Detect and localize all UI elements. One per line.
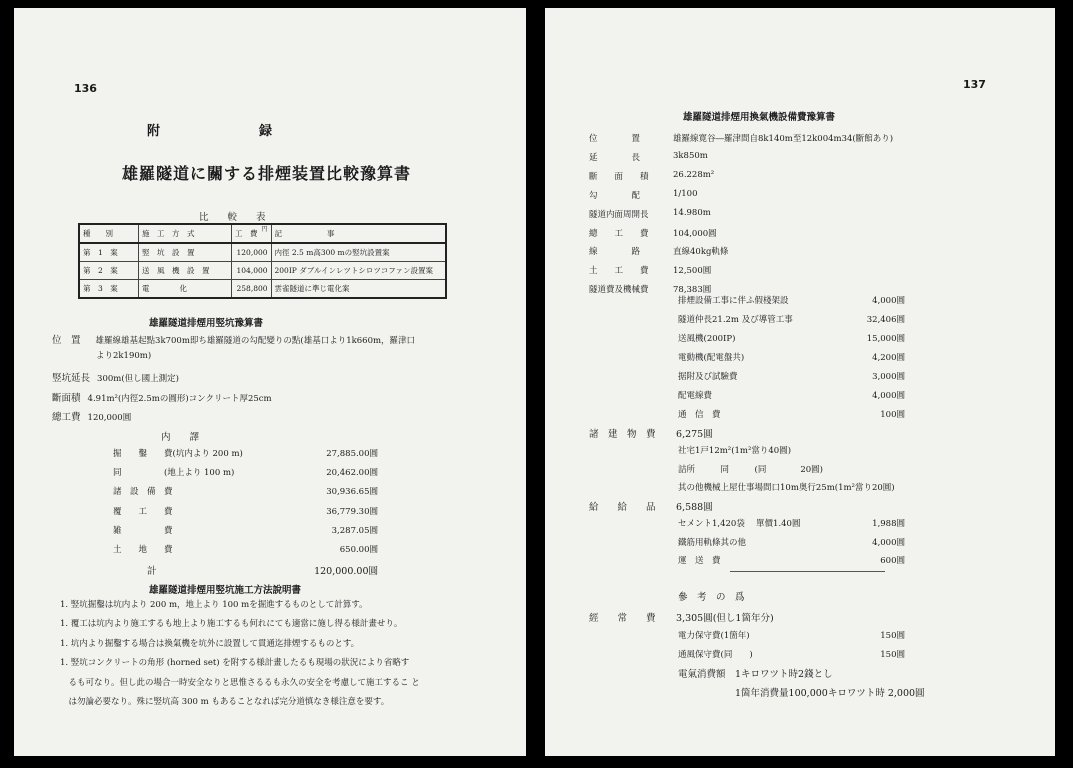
breakdown-item-name: 雑 費	[113, 525, 173, 536]
table-cell: 104,000	[232, 262, 272, 280]
supply-item-name: 運 送 費	[678, 556, 721, 566]
machine-item-name: 隧道仲長21.2m 及び導管工事	[678, 315, 793, 325]
sum-label: 計	[147, 566, 157, 577]
machine-item-name: 電動機(配電盤共)	[678, 353, 745, 363]
column-header: 種 別	[79, 224, 139, 243]
sum-value: 120,000.00圓	[314, 566, 378, 577]
machine-item-name: 据附及び試驗費	[678, 372, 738, 382]
page-number: 136	[74, 82, 97, 95]
total-cost-row	[52, 409, 131, 423]
location-row	[52, 332, 415, 346]
field-value: 3k850m	[673, 150, 708, 161]
breakdown-item-amount: 30,936.65圓	[326, 487, 378, 498]
section-heading: 雄羅隧道排煙用換氣機設備費豫算書	[683, 112, 836, 123]
table-cell: 第 3 案	[79, 280, 139, 299]
table-cell: 雲雀隧道に準じ電化案	[271, 280, 446, 299]
breakdown-item-amount: 27,885.00圓	[326, 449, 378, 459]
building-row	[589, 426, 713, 440]
field-value: 直線40kg軌條	[673, 247, 729, 258]
breakdown-item-name: 掘 鑿 費(坑内より 200 m)	[113, 449, 243, 459]
field-label: 土 工 費	[589, 266, 649, 277]
field-label: 勾 配	[589, 190, 641, 201]
table-cell: 200IP ダブルインレツトシロツコファン設置案	[271, 262, 446, 280]
running-cost-row	[589, 610, 774, 624]
breakdown-item-amount: 650.00圓	[339, 545, 378, 555]
reference-heading: 參 考 の 爲	[678, 592, 745, 603]
table-cell: 電 化	[139, 280, 232, 299]
method-line: 1. 坑内より掘鑿する場合は換氣機を坑外に設置して貫通迄排煙するものとす。	[60, 638, 360, 649]
machine-item-amount: 100圓	[880, 410, 905, 420]
reference-item-name: 電力保守費(1箇年)	[678, 631, 750, 641]
section-heading: 雄羅隧道排煙用竪坑豫算書	[149, 318, 264, 329]
field-value: 3,305圓(但し1箇年分)	[676, 613, 774, 624]
field-label: 竪坑延長	[52, 373, 91, 384]
supply-item-name: 鐵筋用軌條其の他	[678, 537, 747, 548]
supply-item-name: セメント1,420袋 單價1.40圓	[678, 519, 801, 529]
location-value-continued: より2k190m)	[96, 351, 152, 361]
field-label: 延 長	[589, 152, 641, 163]
page-number: 137	[963, 78, 986, 91]
field-label: 隧道内面周開長	[589, 209, 649, 220]
field-label: 線 路	[589, 247, 641, 258]
shaft-length-row	[52, 370, 179, 384]
field-value: 120,000圓	[87, 413, 132, 423]
field-value: 12,500圓	[673, 266, 712, 277]
column-header: 工 費 $^円$	[232, 224, 272, 243]
method-line: 1. 竪坑掘鑿は坑内より 200 m，地上より 100 mを掘進するものとして計算す。	[60, 600, 368, 610]
method-line: るも可なり。但し此の場合一時安全なりと思惟さるるも永久の安全を考慮して施工するこ と	[60, 677, 420, 688]
machine-item-name: 通 信 費	[678, 410, 721, 420]
method-line: 1. 竪坑コンクリートの角形 (horned set) を附する様計畫したるも現場の狀況により省略す	[60, 658, 410, 669]
left-page	[14, 8, 526, 756]
table-row	[79, 280, 446, 299]
machine-item-name: 排煙設備工事に伴ふ假棧架設	[678, 296, 789, 306]
field-value: 雄羅線寛谷―羅津間自8k140m至12k004m34(斷館あり)	[673, 134, 894, 144]
table-row	[79, 243, 446, 262]
table-cell: 竪 坑 設 置	[139, 243, 232, 262]
building-detail-line: 其の他機械上屋仕事場間口10m奥行25m(1m²當り20圓)	[678, 483, 895, 493]
field-label: 總 工 費	[589, 228, 649, 239]
field-value: 300m(但し國上測定)	[97, 374, 179, 384]
section-heading: 雄羅隧道排煙用竪坑施工方法說明書	[149, 585, 302, 596]
field-value: 6,275圓	[676, 429, 713, 440]
breakdown-heading: 内 譯	[161, 432, 200, 443]
machine-item-amount: 15,000圓	[866, 334, 905, 344]
breakdown-item-name: 同 (地上より 100 m)	[113, 468, 235, 479]
machine-item-amount: 4,000圓	[872, 391, 905, 401]
document-title: 雄羅隧道に關する排煙装置比較豫算書	[122, 164, 412, 183]
table-cell: 120,000	[232, 243, 272, 262]
reference-item-name: 通風保守費(同 )	[678, 649, 753, 660]
table-cell: 第 2 案	[79, 262, 139, 280]
breakdown-item-amount: 3,287.05圓	[331, 525, 378, 536]
field-value: 104,000圓	[673, 228, 717, 239]
comparison-title: 比 較 表	[199, 212, 266, 223]
machine-item-amount: 4,000圓	[872, 296, 905, 306]
table-header-row	[79, 224, 446, 243]
machine-item-amount: 4,200圓	[872, 353, 905, 363]
machine-item-name: 配電線費	[678, 391, 713, 401]
supply-item-amount: 600圓	[880, 556, 905, 566]
field-label: 諸 建 物 費	[589, 429, 656, 440]
breakdown-item-name: 土 地 費	[113, 545, 173, 555]
power-line: 電氣消費額 1キロワツト時2錢とし	[678, 669, 833, 680]
breakdown-item-amount: 20,462.00圓	[326, 468, 378, 479]
column-header: 記 事	[271, 224, 446, 243]
machine-item-name: 送風機(200IP)	[678, 334, 736, 344]
machine-item-amount: 32,406圓	[866, 315, 905, 325]
table-cell: 送 風 機 設 置	[139, 262, 232, 280]
field-label: 斷面積	[52, 393, 81, 404]
column-header: 施 工 方 式	[139, 224, 232, 243]
field-value: 雄羅線雄基起點3k700m即ち雄羅隧道の勾配變りの點(雄基口より1k660m，羅津口	[95, 336, 416, 346]
breakdown-item-name: 諸 設 備 費	[113, 487, 173, 498]
field-value: 1/100	[673, 188, 698, 199]
section-area-row	[52, 390, 272, 404]
right-page	[545, 8, 1055, 756]
field-label: 經 常 費	[589, 613, 656, 624]
appendix-label-1: 附	[147, 124, 161, 139]
supply-item-amount: 4,000圓	[872, 537, 905, 548]
appendix-label-2: 録	[259, 124, 273, 139]
field-value: 6,588圓	[676, 502, 713, 513]
reference-item-amount: 150圓	[880, 631, 905, 641]
field-label: 位 置	[589, 134, 641, 144]
building-detail-line: 社宅1戸12m²(1m²當り40圓)	[678, 446, 792, 456]
supply-item-amount: 1,988圓	[872, 519, 905, 529]
field-value: 4.91m²(内徑2.5mの圓形)コンクリート厚25cm	[87, 394, 272, 404]
field-label: 隧道費及機械費	[589, 285, 649, 296]
comparison-table	[78, 223, 447, 299]
supply-row	[589, 499, 713, 513]
field-value: 14.980m	[673, 207, 711, 218]
method-line: は勿論必要なり。殊に竪坑高 300 m もあることなれば完分道慎なき様注意を要す。	[60, 697, 390, 707]
field-label: 斷 面 積	[589, 171, 649, 182]
field-label: 位 置	[52, 335, 81, 346]
table-cell: 第 1 案	[79, 243, 139, 262]
field-value: 26.228m²	[673, 169, 715, 180]
table-row	[79, 262, 446, 280]
method-line: 1. 覆工は坑内より施工するも地上より施工するも何れにても適當に施し得る様計畫せり。	[60, 619, 403, 630]
machine-item-amount: 3,000圓	[872, 372, 905, 382]
building-detail-line: 詰所 同 (同 20圓)	[678, 464, 823, 475]
field-label: 總工費	[52, 412, 81, 423]
reference-item-amount: 150圓	[880, 649, 905, 660]
divider	[730, 571, 885, 572]
breakdown-item-name: 覆 工 費	[113, 506, 173, 517]
field-value: 78,383圓	[673, 285, 712, 296]
table-cell: 内徑 2.5 m高300 mの竪坑設置案	[271, 243, 446, 262]
power-line: 1箇年消費量100,000キロワツト時 2,000圓	[735, 688, 925, 699]
field-label: 給 給 品	[589, 502, 656, 513]
breakdown-item-amount: 36,779.30圓	[326, 506, 378, 517]
table-cell: 258,800	[232, 280, 272, 299]
